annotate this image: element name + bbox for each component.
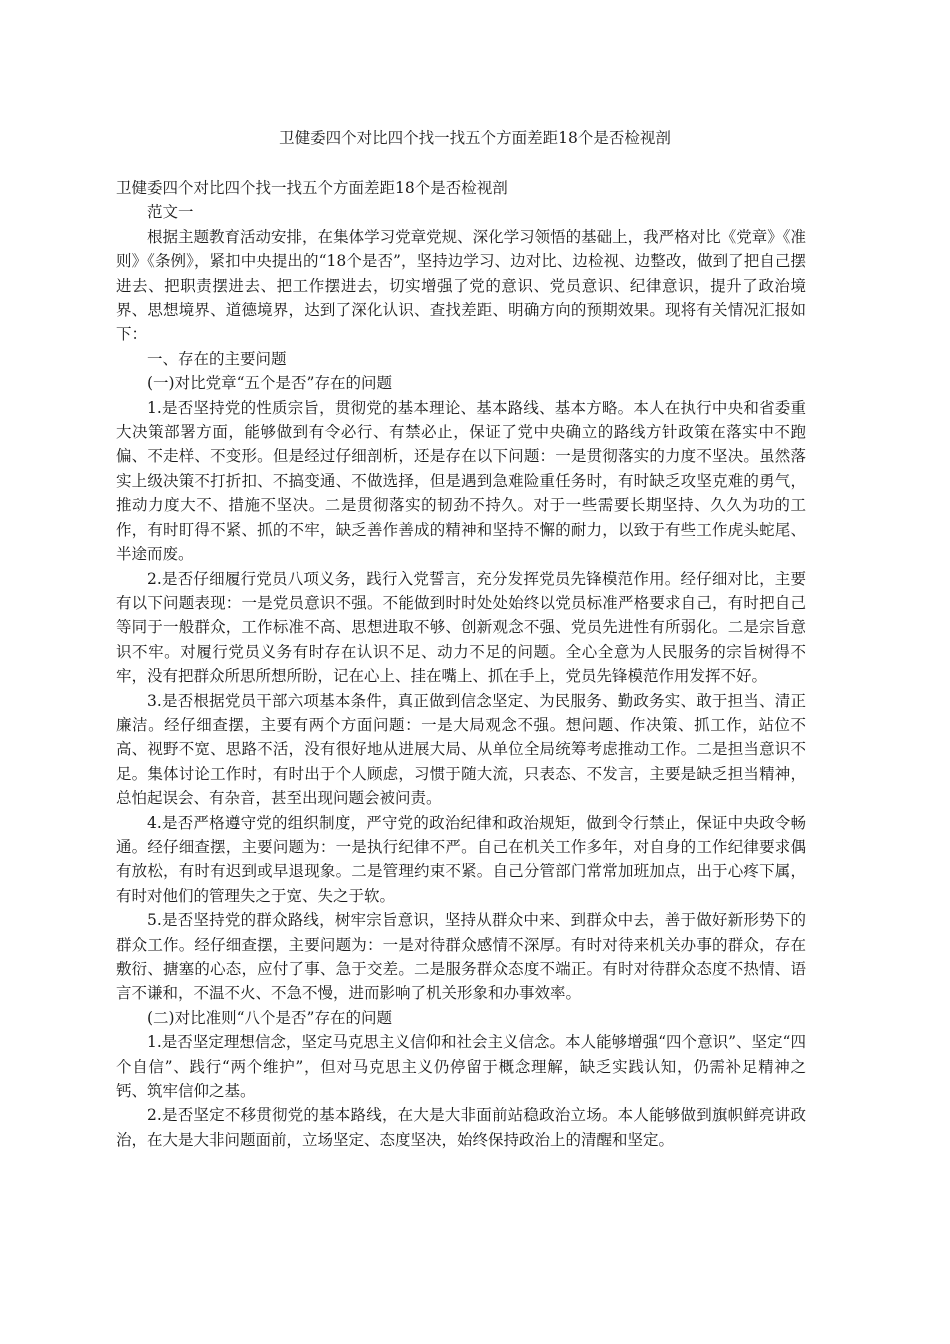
paragraph: 4.是否严格遵守党的组织制度，严守党的政治纪律和政治规矩，做到令行禁止，保证中央政令畅通。经仔细查摆，主要问题为：一是执行纪律不严。自己在机关工作多年，对自身的工作纪律要求偶有放松，有时有迟到或早退现象。二是管理约束不紧。自己分管部门常常加班加点，出于心疼下属，有时对他们的管理失之于宽、失之于软。 bbox=[116, 813, 806, 905]
paragraph: 一、存在的主要问题 bbox=[147, 349, 287, 368]
paragraph: 5.是否坚持党的群众路线，树牢宗旨意识，坚持从群众中来、到群众中去，善于做好新形势下的群众工作。经仔细查摆，主要问题为：一是对待群众感情不深厚。有时对待来机关办事的群众，存在敷衍、搪塞的心态，应付了事、急于交差。二是服务群众态度不端正。有时对待群众态度不热情、语言不谦和，不温不火、不急不慢，进而影响了机关形象和办事效率。 bbox=[116, 911, 806, 1003]
paragraph: (一)对比党章“五个是否”存在的问题 bbox=[147, 374, 392, 393]
document-title: 卫健委四个对比四个找一找五个方面差距18个是否检视剖 bbox=[279, 129, 671, 147]
paragraph: 1.是否坚定理想信念，坚定马克思主义信仰和社会主义信念。本人能够增强“四个意识”、坚定“四个自信”、践行“两个维护”，但对马克思主义仍停留于概念理解，缺乏实践认知，仍需补足精神之钙、筑牢信仰之基。 bbox=[116, 1033, 806, 1101]
paragraph: 1.是否坚持党的性质宗旨，贯彻党的基本理论、基本路线、基本方略。本人在执行中央和省委重大决策部署方面，能够做到有令必行、有禁必止，保证了党中央确立的路线方针政策在落实中不跑偏、不走样、不变形。但是经过仔细剖析，还是存在以下问题：一是贯彻落实的力度不坚决。虽然落实上级决策不打折扣、不搞变通、不做选择，但是遇到急难险重任务时，有时缺乏攻坚克难的勇气，推动力度大不、措施不坚决。二是贯彻落实的韧劲不持久。对于一些需要长期坚持、久久为功的工作，有时盯得不紧、抓的不牢，缺乏善作善成的精神和坚持不懈的耐力，以致于有些工作虎头蛇尾、半途而废。 bbox=[116, 398, 806, 564]
paragraph: 2.是否仔细履行党员八项义务，践行入党誓言，充分发挥党员先锋模范作用。经仔细对比，主要有以下问题表现：一是党员意识不强。不能做到时时处处始终以党员标准严格要求自己，有时把自己等同于一般群众，工作标准不高、思想进取不够、创新观念不强、党员先进性有所弱化。二是宗旨意识不牢。对履行党员义务有时存在认识不足、动力不足的问题。全心全意为人民服务的宗旨树得不牢，没有把群众所思所想所盼，记在心上、挂在嘴上、抓在手上，党员先锋模范作用发挥不好。 bbox=[116, 569, 806, 686]
paragraph: 2.是否坚定不移贯彻党的基本路线，在大是大非面前站稳政治立场。本人能够做到旗帜鲜亮讲政治，在大是大非问题面前，立场坚定、态度坚决，始终保持政治上的清醒和坚定。 bbox=[116, 1106, 806, 1149]
paragraph: (二)对比准则“八个是否”存在的问题 bbox=[147, 1008, 392, 1027]
paragraph: 卫健委四个对比四个找一找五个方面差距18个是否检视剖 bbox=[116, 179, 508, 197]
paragraph: 范文一 bbox=[147, 203, 194, 222]
paragraph: 3.是否根据党员干部六项基本条件，真正做到信念坚定、为民服务、勤政务实、敢于担当、清正廉洁。经仔细查摆，主要有两个方面问题：一是大局观念不强。想问题、作决策、抓工作，站位不高、视野不宽、思路不活，没有很好地从进展大局、从单位全局统筹考虑推动工作。二是担当意识不足。集体讨论工作时，有时出于个人顾虑，习惯于随大流，只表态、不发言，主要是缺乏担当精神，总怕起误会、有杂音，甚至出现问题会被问责。 bbox=[116, 691, 806, 808]
paragraph: 根据主题教育活动安排，在集体学习党章党规、深化学习领悟的基础上，我严格对比《党章》《准则》《条例》，紧扣中央提出的“18个是否”，坚持边学习、边对比、边检视、边整改，做到了把自己摆进去、把职责摆进去、把工作摆进去，切实增强了党的意识、党员意识、纪律意识，提升了政治境界、思想境界、道德境界，达到了深化认识、查找差距、明确方向的预期效果。现将有关情况汇报如下： bbox=[116, 227, 806, 344]
document-body bbox=[116, 176, 806, 1152]
